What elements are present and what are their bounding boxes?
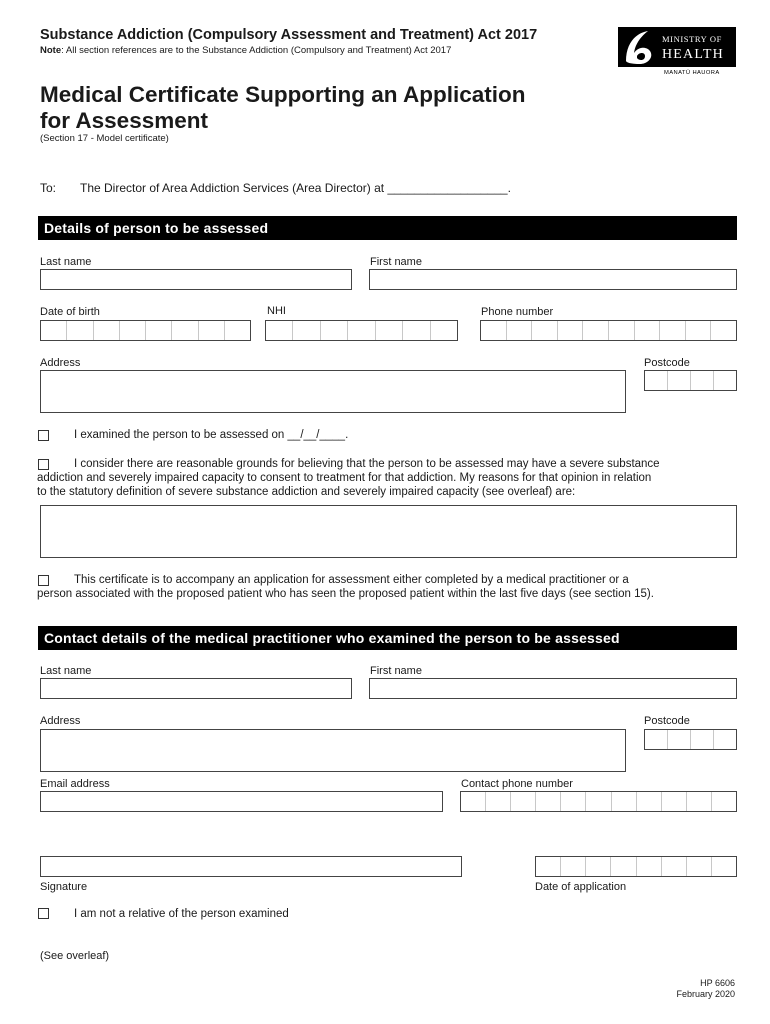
practitioner-address-label: Address xyxy=(40,715,81,727)
last-name-label: Last name xyxy=(40,256,92,268)
logo-line1: MINISTRY OF xyxy=(662,34,722,44)
postcode-field[interactable] xyxy=(644,370,737,391)
practitioner-first-name-field[interactable] xyxy=(369,678,737,699)
reasons-field[interactable] xyxy=(40,505,737,558)
title-line2: for Assessment xyxy=(40,108,208,133)
signature-field[interactable] xyxy=(40,856,462,877)
form-code-block xyxy=(676,978,735,1000)
page-subtitle: (Section 17 - Model certificate) xyxy=(40,133,169,144)
examined-text: I examined the person to be assessed on __/__/____. xyxy=(74,429,349,441)
email-label: Email address xyxy=(40,778,110,790)
address-label: Address xyxy=(40,357,81,369)
ministry-of-health-logo xyxy=(618,27,736,75)
practitioner-last-name-field[interactable] xyxy=(40,678,352,699)
ministry-logo-graphic xyxy=(618,27,736,75)
section-heading-person: Details of person to be assessed xyxy=(38,216,737,240)
to-text: The Director of Area Addiction Services (Area Director) at __________________. xyxy=(80,181,511,195)
first-name-field[interactable] xyxy=(369,269,737,290)
reasonable-grounds-line2: addiction and severely impaired capacity to consent to treatment for that addiction. My reasons for that opinion in relation xyxy=(37,472,652,484)
email-field[interactable] xyxy=(40,791,443,812)
practitioner-last-name-label: Last name xyxy=(40,665,92,677)
accompany-line1: This certificate is to accompany an application for assessment either completed by a medical practitioner or a xyxy=(74,574,629,586)
date-of-application-label: Date of application xyxy=(535,881,627,893)
phone-label: Phone number xyxy=(481,306,554,318)
practitioner-address-field[interactable] xyxy=(40,729,626,772)
accompany-line2: person associated with the proposed patient who has seen the proposed patient within the last five days (see section 15). xyxy=(37,588,654,600)
practitioner-postcode-label: Postcode xyxy=(644,715,690,727)
last-name-field[interactable] xyxy=(40,269,352,290)
reasonable-grounds-line1: I consider there are reasonable grounds for believing that the person to be assessed may have a severe substance xyxy=(74,458,660,470)
nhi-label: NHI xyxy=(267,305,286,317)
postcode-label: Postcode xyxy=(644,357,690,369)
dob-label: Date of birth xyxy=(40,306,100,318)
page-title xyxy=(40,82,600,134)
reasonable-grounds-line3: to the statutory definition of severe substance addiction and severely impaired capacity (see overleaf) are: xyxy=(37,486,576,498)
phone-field[interactable] xyxy=(480,320,737,341)
not-relative-checkbox[interactable] xyxy=(38,908,49,919)
note-line xyxy=(40,45,451,56)
to-label: To: xyxy=(40,181,57,195)
reasonable-grounds-checkbox[interactable] xyxy=(38,459,49,470)
see-overleaf: (See overleaf) xyxy=(40,950,110,962)
contact-phone-field[interactable] xyxy=(460,791,737,812)
accompany-checkbox[interactable] xyxy=(38,575,49,586)
act-title: Substance Addiction (Compulsory Assessment and Treatment) Act 2017 xyxy=(40,27,538,43)
form-date: February 2020 xyxy=(676,989,735,999)
date-of-application-field[interactable] xyxy=(535,856,737,877)
section-heading-practitioner: Contact details of the medical practitioner who examined the person to be assessed xyxy=(38,626,737,650)
note-label: Note xyxy=(40,45,62,56)
logo-line2: HEALTH xyxy=(662,47,724,62)
contact-phone-label: Contact phone number xyxy=(461,778,573,790)
address-field[interactable] xyxy=(40,370,626,413)
examined-checkbox[interactable] xyxy=(38,430,49,441)
nhi-field[interactable] xyxy=(265,320,458,341)
practitioner-first-name-label: First name xyxy=(370,665,422,677)
first-name-label: First name xyxy=(370,256,422,268)
title-line1: Medical Certificate Supporting an Application xyxy=(40,82,526,107)
practitioner-postcode-field[interactable] xyxy=(644,729,737,750)
form-code: HP 6606 xyxy=(700,978,735,988)
note-text: : All section references are to the Substance Addiction (Compulsory and Treatment) Act 2017 xyxy=(61,45,452,56)
signature-label: Signature xyxy=(40,881,88,893)
dob-field[interactable] xyxy=(40,320,251,341)
not-relative-text: I am not a relative of the person examined xyxy=(74,908,289,920)
logo-line3: MANATŪ HAUORA xyxy=(664,70,720,75)
